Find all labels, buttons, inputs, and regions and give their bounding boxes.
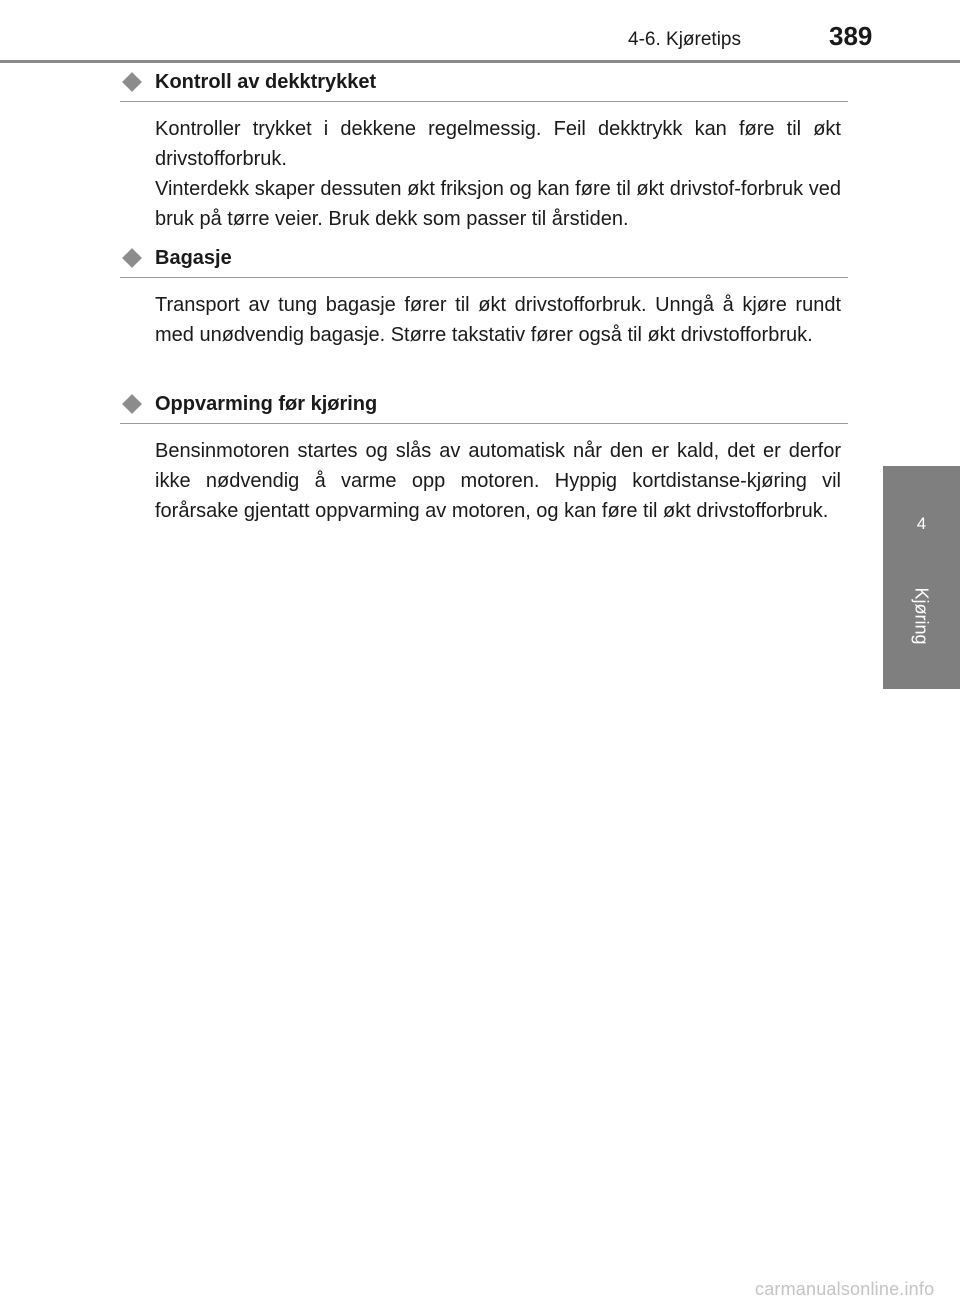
section-warmup [120,393,848,526]
chapter-label: Kjøring [911,587,932,645]
page-number: 389 [829,21,873,51]
paragraph: Transport av tung bagasje fører til økt drivstofforbruk. Unngå å kjøre rundt med unødvendig bagasje. Større takstativ fører også til økt drivstofforbruk. [155,294,841,346]
diamond-bullet-icon [122,72,142,92]
section-heading [120,247,848,278]
section-body [155,436,841,526]
section-title: Bagasje [155,247,232,269]
watermark: carmanualsonline.info [755,1279,935,1299]
section-luggage [120,247,848,350]
section-body [155,114,841,234]
header-section-title: 4-6. Kjøretips [628,29,741,50]
diamond-bullet-icon [122,394,142,414]
section-title: Oppvarming før kjøring [155,393,378,415]
chapter-side-tab [883,466,960,689]
paragraph: Vinterdekk skaper dessuten økt friksjon og kan føre til økt drivstof-forbruk ved bruk på tørre veier. Bruk dekk som passer til årstiden. [155,178,841,230]
chapter-number: 4 [916,514,927,533]
diamond-bullet-icon [122,248,142,268]
section-body [155,290,841,350]
section-title: Kontroll av dekktrykket [155,71,377,93]
section-heading [120,393,848,424]
paragraph: Kontroller trykket i dekkene regelmessig. Feil dekktrykk kan føre til økt drivstofforbruk. [155,118,841,170]
paragraph: Bensinmotoren startes og slås av automatisk når den er kald, det er derfor ikke nødvendig å varme opp motoren. Hyppig kortdistanse-kjøring vil forårsake gjentatt oppvarming av motoren, og kan føre til økt drivstofforbruk. [155,440,841,522]
section-tire-pressure [120,71,848,234]
section-heading [120,71,848,102]
header-rule [0,60,960,63]
